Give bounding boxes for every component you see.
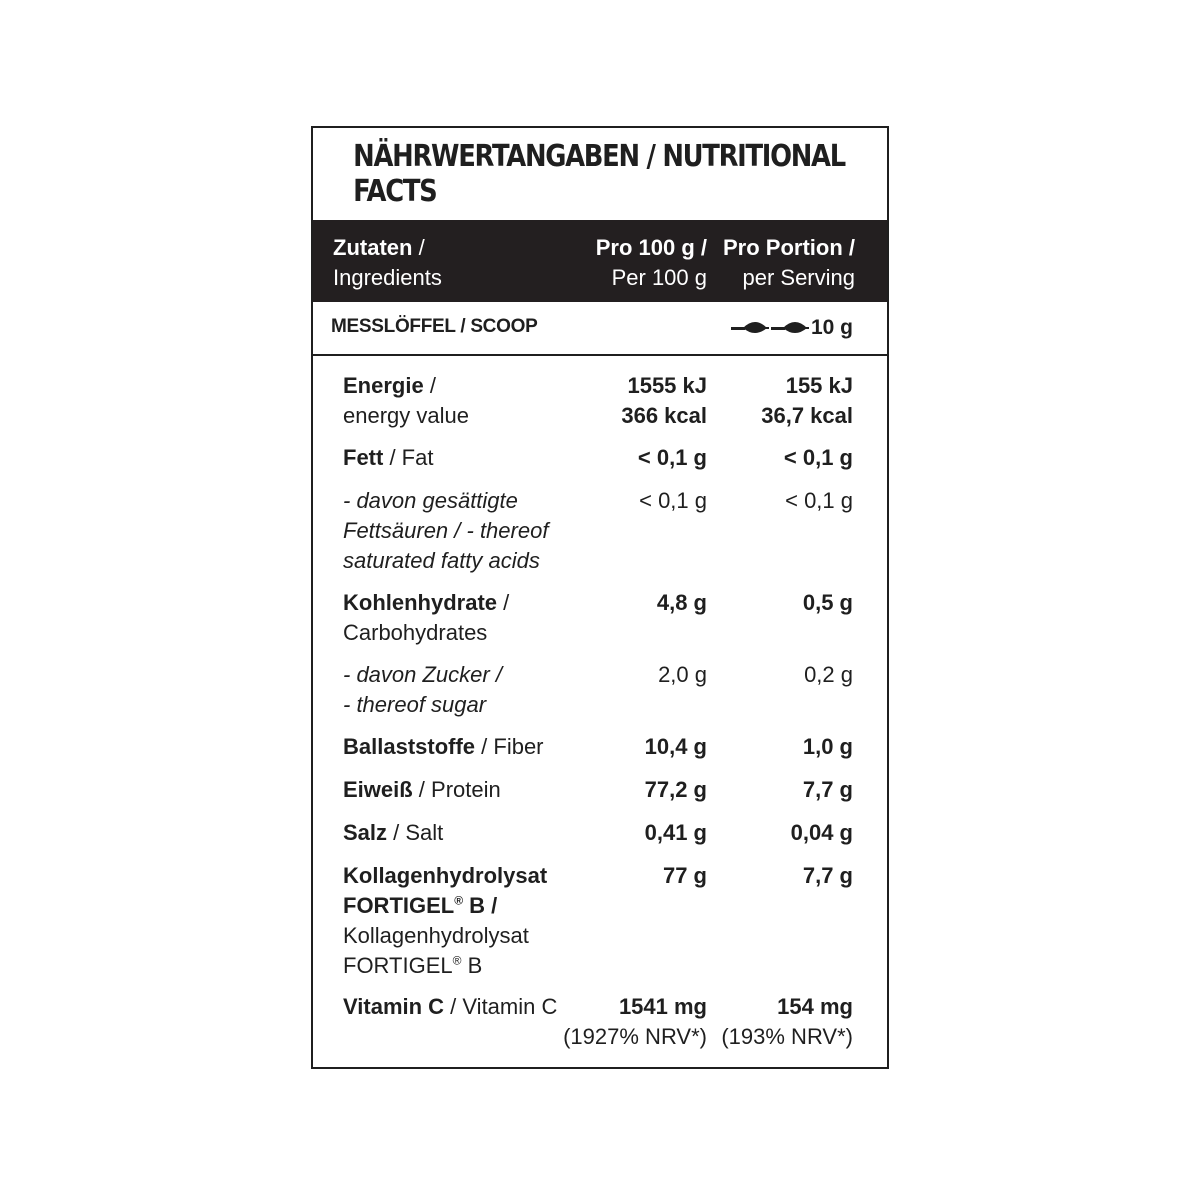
page-title: NÄHRWERTANGABEN / NUTRITIONAL FACTS xyxy=(353,139,845,209)
value-per-serving: 0,5 g xyxy=(802,590,853,615)
nutrient-name: - davon gesättigte Fettsäuren / - thereof saturated fatty acids xyxy=(343,488,549,573)
value-per-serving: 0,2 g xyxy=(804,662,853,687)
value-per-100g: 1555 kJ 366 kcal xyxy=(621,373,707,428)
nutrient-name: Kohlenhydrate / Carbohydrates xyxy=(343,590,510,645)
nutrient-name: Ballaststoffe / Fiber xyxy=(343,734,544,759)
scoop-icon xyxy=(771,318,809,338)
value-per-100g: 4,8 g xyxy=(656,590,707,615)
nutrient-name: Eiweiß / Protein xyxy=(343,777,501,802)
nutrient-name: Salz / Salt xyxy=(343,820,444,845)
table-header xyxy=(313,220,887,302)
value-per-100g: 77,2 g xyxy=(644,777,707,802)
scoop-row xyxy=(313,302,887,356)
value-per-serving: 1,0 g xyxy=(802,734,853,759)
header-ingredients: Zutaten / Ingredients xyxy=(333,235,442,290)
nutrient-name: Kollagenhydrolysat FORTIGEL® B / Kollagenhydrolysat FORTIGEL® B xyxy=(343,863,548,978)
nutrient-name: Energie / energy value xyxy=(343,373,469,428)
value-per-serving: 0,04 g xyxy=(790,820,853,845)
scoop-label: MESSLÖFFEL / SCOOP xyxy=(331,316,538,337)
value-per-serving: < 0,1 g xyxy=(783,445,853,470)
nutrient-name: Vitamin C / Vitamin C xyxy=(343,994,558,1019)
header-per-100g: Pro 100 g / Per 100 g xyxy=(595,235,707,290)
value-per-100g: 2,0 g xyxy=(658,662,707,687)
header-per-serving: Pro Portion / per Serving xyxy=(723,235,855,290)
value-per-serving: 7,7 g xyxy=(802,777,853,802)
value-per-serving: 154 mg (193% NRV*) xyxy=(721,994,853,1049)
value-per-100g: 10,4 g xyxy=(644,734,707,759)
value-per-100g: 77 g xyxy=(662,863,707,888)
nutrition-facts-panel xyxy=(311,126,889,1069)
nutrient-name: Fett / Fat xyxy=(343,445,434,470)
value-per-serving: 7,7 g xyxy=(802,863,853,888)
scoop-value: 10 g xyxy=(810,316,853,339)
scoop-icon xyxy=(731,318,769,338)
value-per-100g: 1541 mg (1927% NRV*) xyxy=(563,994,707,1049)
value-per-100g: < 0,1 g xyxy=(639,488,707,513)
value-per-serving: < 0,1 g xyxy=(785,488,853,513)
nutrient-name: - davon Zucker / - thereof sugar xyxy=(343,662,502,717)
value-per-serving: 155 kJ 36,7 kcal xyxy=(761,373,853,428)
value-per-100g: < 0,1 g xyxy=(637,445,707,470)
value-per-100g: 0,41 g xyxy=(644,820,707,845)
